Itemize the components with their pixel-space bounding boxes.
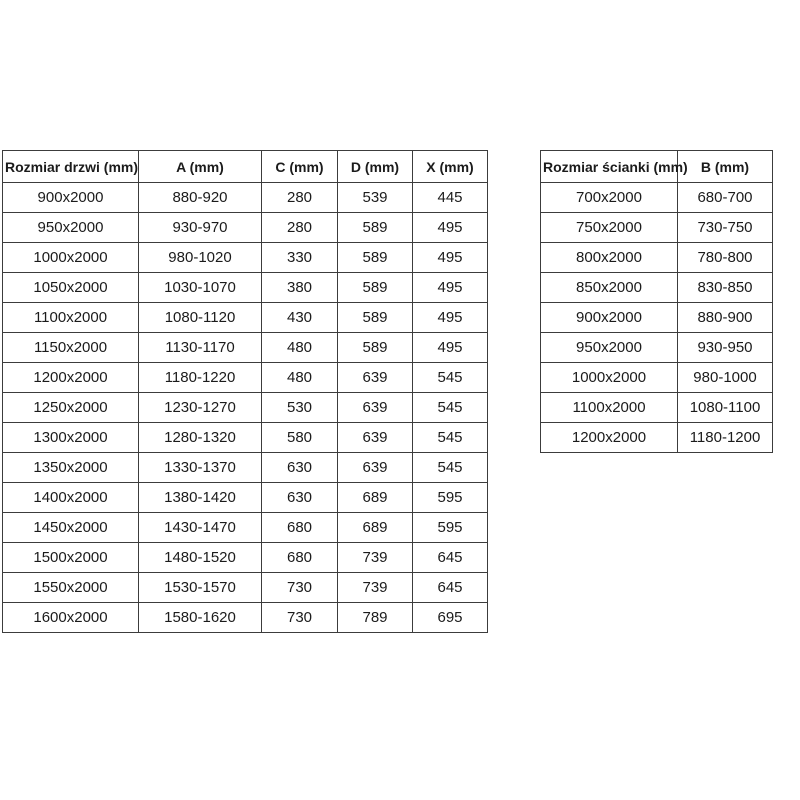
table-row <box>3 513 488 543</box>
column-header-d: D (mm) <box>338 151 413 183</box>
table-cell: 1180-1200 <box>678 423 773 453</box>
table-cell: 630 <box>262 453 338 483</box>
table-cell: 595 <box>413 483 488 513</box>
table-row <box>3 183 488 213</box>
table-row <box>3 603 488 633</box>
table-cell: 730-750 <box>678 213 773 243</box>
table-cell: 980-1020 <box>139 243 262 273</box>
wall-table-header-row <box>541 151 773 183</box>
table-cell: 1230-1270 <box>139 393 262 423</box>
table-cell: 495 <box>413 243 488 273</box>
table-row <box>3 573 488 603</box>
table-row <box>541 243 773 273</box>
table-row <box>541 273 773 303</box>
table-cell: 639 <box>338 363 413 393</box>
table-cell: 930-970 <box>139 213 262 243</box>
table-cell: 1350x2000 <box>3 453 139 483</box>
table-cell: 480 <box>262 363 338 393</box>
table-row <box>541 333 773 363</box>
table-cell: 1250x2000 <box>3 393 139 423</box>
table-cell: 1380-1420 <box>139 483 262 513</box>
table-cell: 1580-1620 <box>139 603 262 633</box>
table-cell: 689 <box>338 513 413 543</box>
table-cell: 680-700 <box>678 183 773 213</box>
door-table-header-row <box>3 151 488 183</box>
table-cell: 980-1000 <box>678 363 773 393</box>
table-cell: 595 <box>413 513 488 543</box>
table-cell: 1100x2000 <box>3 303 139 333</box>
table-cell: 739 <box>338 543 413 573</box>
table-cell: 1100x2000 <box>541 393 678 423</box>
table-cell: 1300x2000 <box>3 423 139 453</box>
table-row <box>3 423 488 453</box>
table-cell: 880-900 <box>678 303 773 333</box>
table-cell: 800x2000 <box>541 243 678 273</box>
table-cell: 1480-1520 <box>139 543 262 573</box>
table-cell: 1400x2000 <box>3 483 139 513</box>
table-row <box>3 393 488 423</box>
table-cell: 639 <box>338 423 413 453</box>
table-cell: 495 <box>413 213 488 243</box>
table-cell: 930-950 <box>678 333 773 363</box>
table-cell: 280 <box>262 183 338 213</box>
table-cell: 680 <box>262 543 338 573</box>
table-cell: 1000x2000 <box>3 243 139 273</box>
table-cell: 645 <box>413 573 488 603</box>
table-row <box>3 303 488 333</box>
table-cell: 330 <box>262 243 338 273</box>
table-cell: 950x2000 <box>3 213 139 243</box>
table-cell: 545 <box>413 423 488 453</box>
table-cell: 880-920 <box>139 183 262 213</box>
table-cell: 1600x2000 <box>3 603 139 633</box>
table-cell: 700x2000 <box>541 183 678 213</box>
table-cell: 445 <box>413 183 488 213</box>
table-cell: 1030-1070 <box>139 273 262 303</box>
table-cell: 695 <box>413 603 488 633</box>
table-cell: 1130-1170 <box>139 333 262 363</box>
column-header-x: X (mm) <box>413 151 488 183</box>
table-row <box>541 213 773 243</box>
table-cell: 545 <box>413 363 488 393</box>
table-row <box>3 333 488 363</box>
table-row <box>3 483 488 513</box>
table-cell: 480 <box>262 333 338 363</box>
column-header-b: B (mm) <box>678 151 773 183</box>
table-row <box>541 303 773 333</box>
column-header-rozmiar-scianki: Rozmiar ścianki (mm) <box>541 151 678 183</box>
table-cell: 1180-1220 <box>139 363 262 393</box>
table-cell: 580 <box>262 423 338 453</box>
table-cell: 380 <box>262 273 338 303</box>
table-cell: 680 <box>262 513 338 543</box>
table-cell: 900x2000 <box>541 303 678 333</box>
table-cell: 1280-1320 <box>139 423 262 453</box>
table-cell: 589 <box>338 303 413 333</box>
column-header-a: A (mm) <box>139 151 262 183</box>
table-cell: 1450x2000 <box>3 513 139 543</box>
table-cell: 950x2000 <box>541 333 678 363</box>
table-row <box>541 423 773 453</box>
table-cell: 1550x2000 <box>3 573 139 603</box>
table-row <box>3 543 488 573</box>
table-row <box>3 453 488 483</box>
table-cell: 1530-1570 <box>139 573 262 603</box>
table-cell: 1080-1120 <box>139 303 262 333</box>
table-cell: 1200x2000 <box>541 423 678 453</box>
table-cell: 639 <box>338 453 413 483</box>
table-cell: 1050x2000 <box>3 273 139 303</box>
table-cell: 589 <box>338 243 413 273</box>
table-cell: 1000x2000 <box>541 363 678 393</box>
table-cell: 780-800 <box>678 243 773 273</box>
table-cell: 1330-1370 <box>139 453 262 483</box>
table-cell: 789 <box>338 603 413 633</box>
table-cell: 739 <box>338 573 413 603</box>
table-cell: 539 <box>338 183 413 213</box>
column-header-c: C (mm) <box>262 151 338 183</box>
table-cell: 1080-1100 <box>678 393 773 423</box>
table-cell: 1500x2000 <box>3 543 139 573</box>
table-cell: 750x2000 <box>541 213 678 243</box>
table-row <box>3 243 488 273</box>
table-cell: 645 <box>413 543 488 573</box>
table-cell: 900x2000 <box>3 183 139 213</box>
table-cell: 730 <box>262 603 338 633</box>
table-row <box>3 213 488 243</box>
table-cell: 830-850 <box>678 273 773 303</box>
table-cell: 1200x2000 <box>3 363 139 393</box>
table-cell: 589 <box>338 213 413 243</box>
table-cell: 495 <box>413 273 488 303</box>
table-cell: 1150x2000 <box>3 333 139 363</box>
table-cell: 545 <box>413 393 488 423</box>
table-cell: 589 <box>338 333 413 363</box>
table-cell: 495 <box>413 333 488 363</box>
table-cell: 530 <box>262 393 338 423</box>
column-header-rozmiar-drzwi: Rozmiar drzwi (mm) <box>3 151 139 183</box>
table-row <box>3 273 488 303</box>
table-cell: 850x2000 <box>541 273 678 303</box>
table-cell: 689 <box>338 483 413 513</box>
table-cell: 430 <box>262 303 338 333</box>
table-cell: 1430-1470 <box>139 513 262 543</box>
table-row <box>3 363 488 393</box>
door-size-table <box>2 150 488 633</box>
table-row <box>541 183 773 213</box>
table-cell: 545 <box>413 453 488 483</box>
table-cell: 280 <box>262 213 338 243</box>
table-cell: 630 <box>262 483 338 513</box>
table-row <box>541 393 773 423</box>
table-cell: 589 <box>338 273 413 303</box>
table-row <box>541 363 773 393</box>
table-cell: 495 <box>413 303 488 333</box>
table-cell: 730 <box>262 573 338 603</box>
table-cell: 639 <box>338 393 413 423</box>
wall-size-table <box>540 150 773 453</box>
